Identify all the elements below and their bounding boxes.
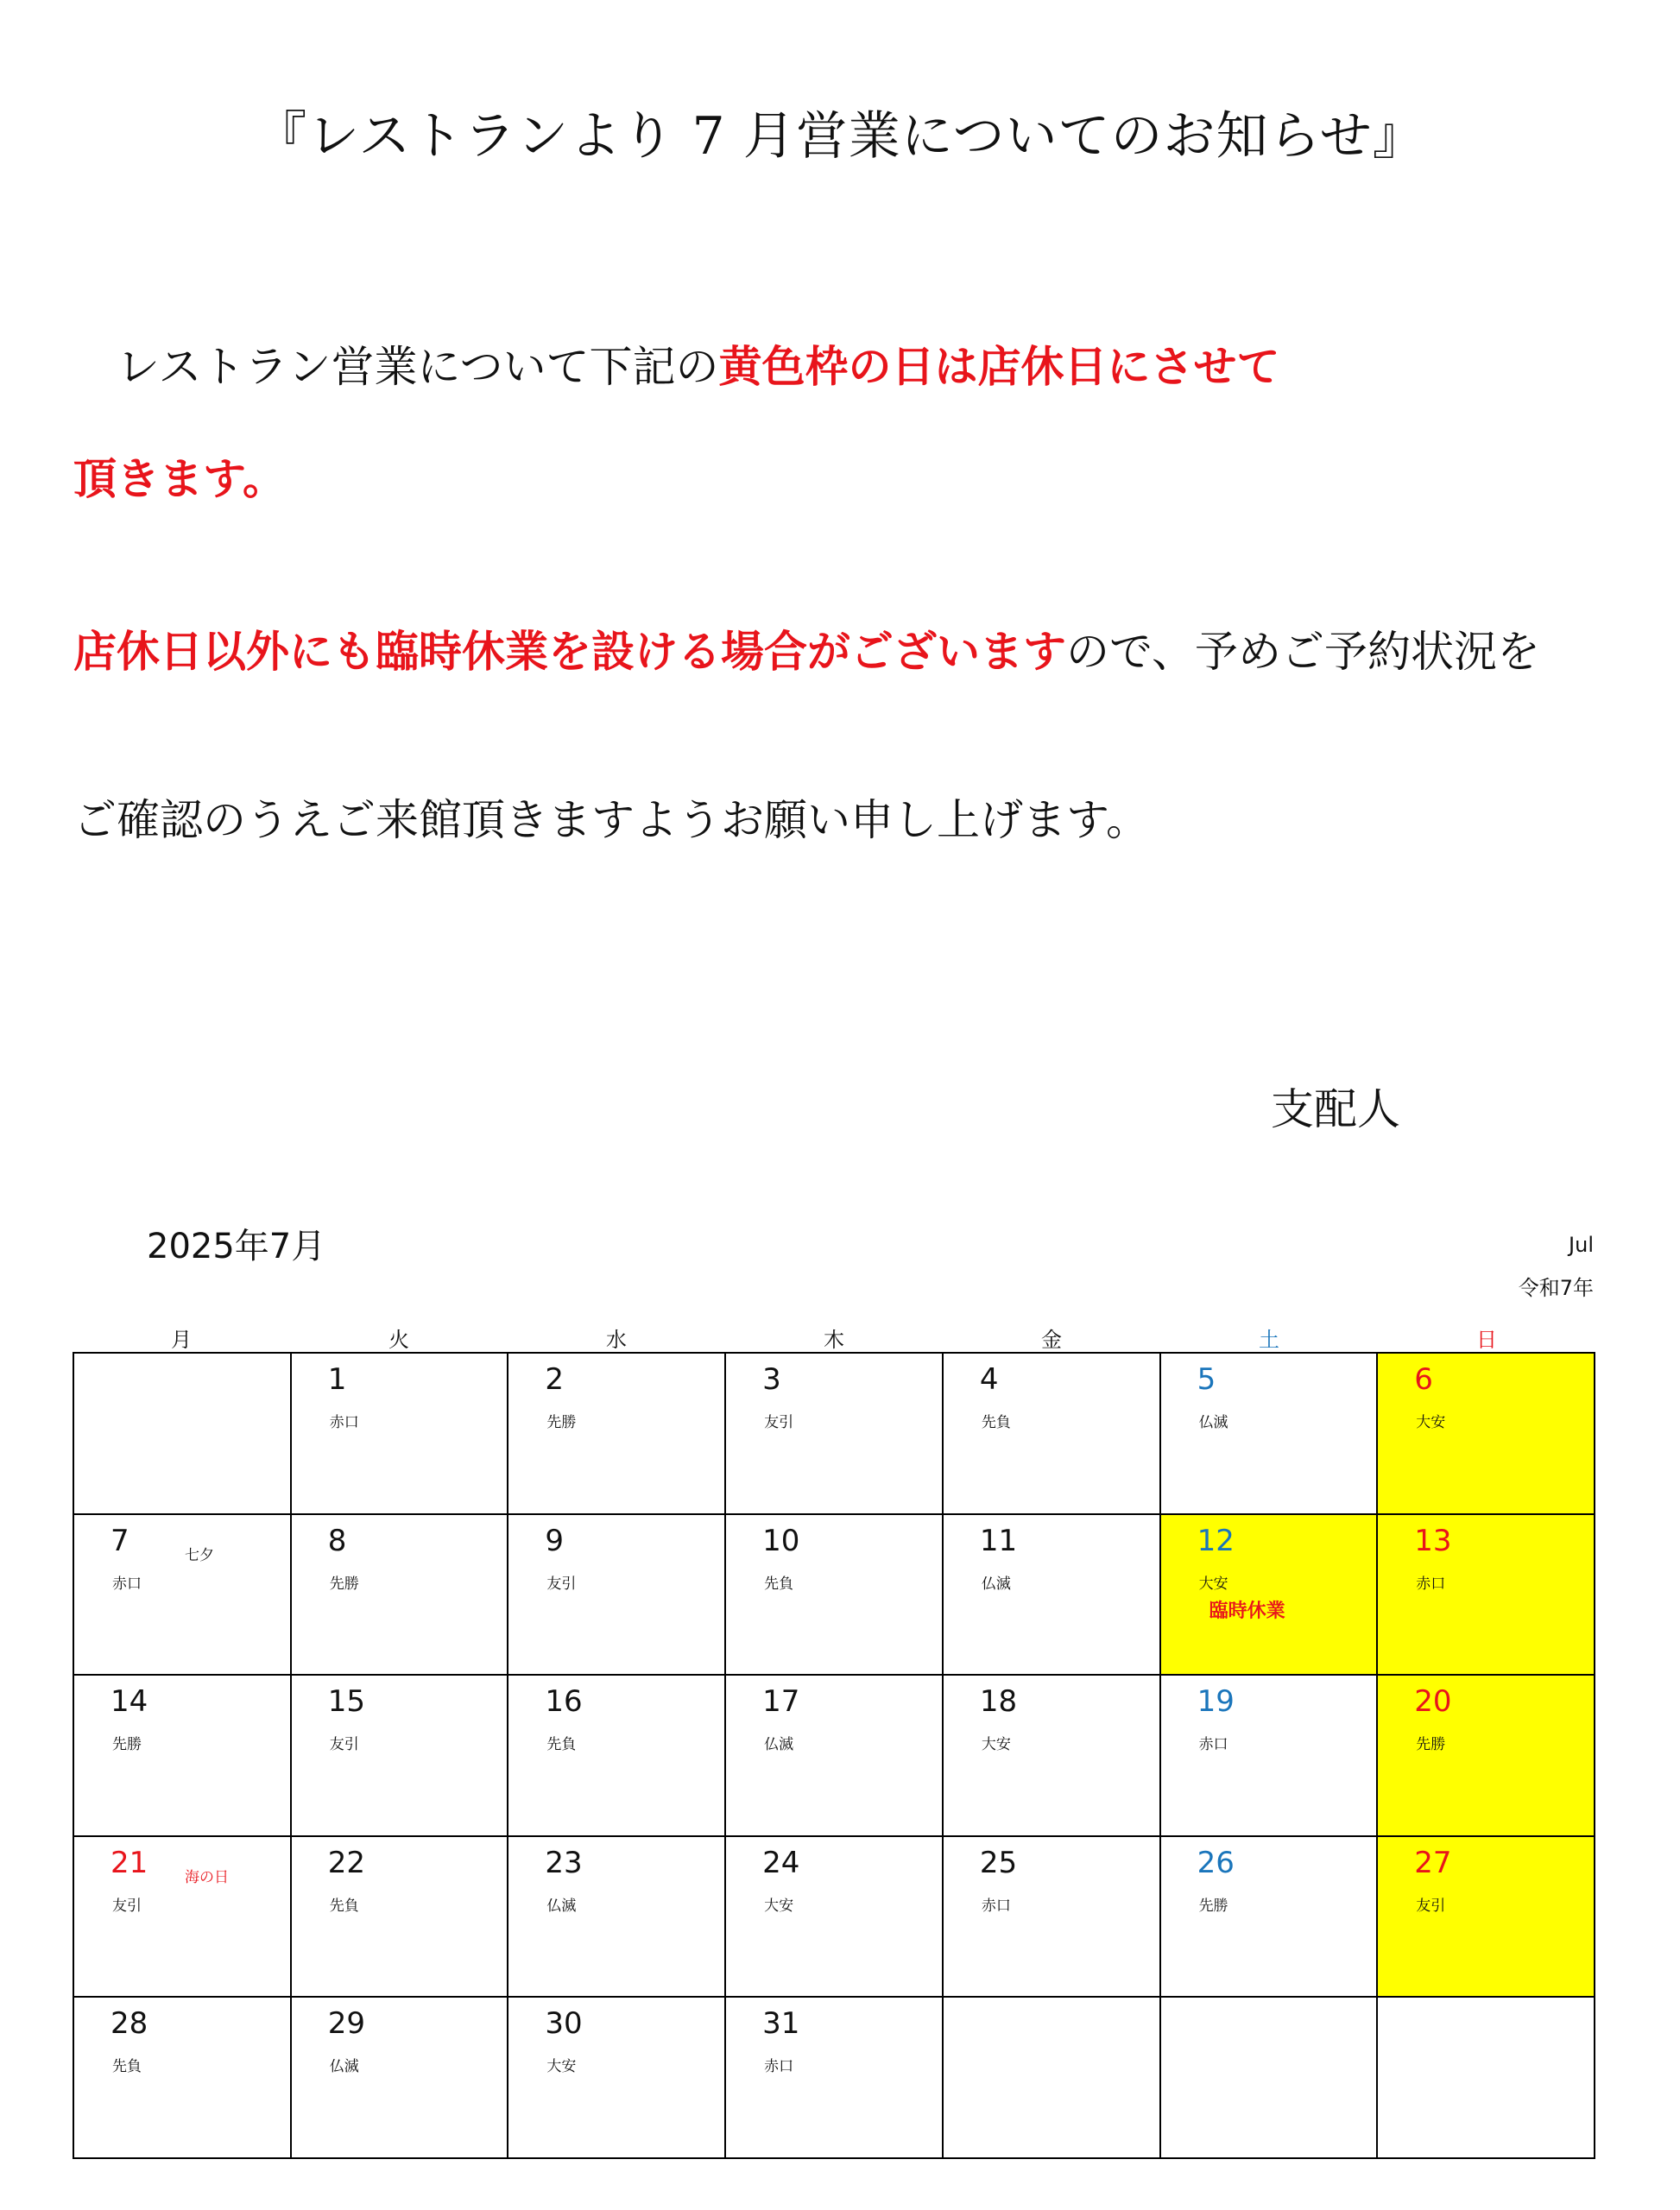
temporary-closure-note: 臨時休業 — [1209, 1600, 1285, 1622]
day-number: 28 — [111, 2006, 148, 2042]
notice-line-1 — [73, 332, 1280, 395]
calendar-day — [944, 1998, 1161, 2159]
rokuyo-label: 先勝 — [329, 1575, 359, 1593]
calendar-day — [726, 1676, 944, 1837]
weekday-label: 火 — [388, 1328, 409, 1352]
calendar-day — [74, 1837, 292, 1998]
rokuyo-label: 先負 — [981, 1414, 1011, 1431]
calendar-day — [726, 1354, 944, 1515]
day-number: 1 — [327, 1362, 347, 1397]
calendar-day — [292, 1515, 509, 1676]
calendar-day-closed — [1378, 1837, 1595, 1998]
calendar-day — [292, 1998, 509, 2159]
weekday-label: 月 — [171, 1328, 192, 1352]
rokuyo-label: 仏滅 — [764, 1736, 794, 1754]
day-number: 8 — [327, 1523, 347, 1558]
rokuyo-label: 仏滅 — [981, 1575, 1011, 1593]
rokuyo-label: 赤口 — [1416, 1575, 1446, 1593]
notice-text: ので、予めご予約状況を — [1066, 627, 1540, 677]
day-number: 17 — [762, 1684, 800, 1720]
day-number: 18 — [979, 1684, 1018, 1720]
rokuyo-label: 赤口 — [981, 1897, 1011, 1915]
notice-title: 『レストランより 7 月営業についてのお知らせ』 — [255, 106, 1425, 167]
rokuyo-label: 仏滅 — [1198, 1414, 1228, 1431]
day-number: 6 — [1414, 1362, 1433, 1397]
day-number: 19 — [1197, 1684, 1235, 1720]
calendar-day — [292, 1354, 509, 1515]
calendar-day — [292, 1676, 509, 1837]
notice-emphasis: 店休日以外にも臨時休業を設ける場合がございます — [73, 627, 1066, 677]
rokuyo-label: 赤口 — [112, 1575, 142, 1593]
weekday-label: 木 — [824, 1328, 844, 1352]
day-number: 9 — [545, 1523, 565, 1558]
calendar-day — [1378, 1998, 1595, 2159]
calendar-day — [1161, 1837, 1379, 1998]
day-number: 23 — [545, 1845, 583, 1880]
holiday-label: 海の日 — [185, 1868, 229, 1886]
calendar-day — [74, 1515, 292, 1676]
weekday-label: 金 — [1041, 1328, 1062, 1352]
calendar-day — [1161, 1998, 1379, 2159]
rokuyo-label: 赤口 — [329, 1414, 359, 1431]
day-number: 26 — [1197, 1845, 1235, 1880]
weekday-label: 土 — [1259, 1328, 1279, 1352]
day-number: 11 — [979, 1523, 1018, 1558]
holiday-label: 七夕 — [185, 1546, 214, 1564]
calendar-day-closed — [1378, 1676, 1595, 1837]
notice-line-4: ご確認のうえご来館頂きますようお願い申し上げます。 — [73, 795, 1149, 845]
rokuyo-label: 先勝 — [1198, 1897, 1228, 1915]
calendar-grid — [73, 1352, 1595, 2159]
day-number: 12 — [1197, 1523, 1235, 1558]
day-number: 22 — [327, 1845, 365, 1880]
calendar-day — [508, 1354, 726, 1515]
rokuyo-label: 先勝 — [112, 1736, 142, 1754]
day-number: 3 — [762, 1362, 781, 1397]
notice-text: レストラン営業について下記の — [73, 342, 719, 392]
calendar-day — [944, 1515, 1161, 1676]
rokuyo-label: 仏滅 — [329, 2058, 359, 2076]
calendar-day — [1161, 1354, 1379, 1515]
day-number: 21 — [111, 1845, 148, 1880]
day-number: 24 — [762, 1845, 800, 1880]
calendar-day — [726, 1837, 944, 1998]
day-number: 15 — [327, 1684, 365, 1720]
weekday-header — [73, 1323, 1595, 1353]
day-number: 20 — [1414, 1684, 1452, 1720]
day-number: 2 — [545, 1362, 565, 1397]
rokuyo-label: 友引 — [1416, 1897, 1446, 1915]
weekday-label: 水 — [606, 1328, 627, 1352]
calendar-day — [944, 1676, 1161, 1837]
day-number: 27 — [1414, 1845, 1452, 1880]
rokuyo-label: 大安 — [981, 1736, 1011, 1754]
rokuyo-label: 先勝 — [546, 1414, 577, 1431]
signature: 支配人 — [1271, 1084, 1400, 1134]
day-number: 13 — [1414, 1523, 1452, 1558]
rokuyo-label: 大安 — [1198, 1575, 1228, 1593]
calendar-month-en: Jul — [1569, 1233, 1594, 1257]
calendar-day — [508, 1515, 726, 1676]
calendar-day-closed — [1378, 1515, 1595, 1676]
notice-line-3 — [73, 617, 1540, 679]
day-number: 10 — [762, 1523, 800, 1558]
rokuyo-label: 友引 — [329, 1736, 359, 1754]
day-number: 14 — [111, 1684, 148, 1720]
weekday-label: 日 — [1476, 1328, 1497, 1352]
day-number: 31 — [762, 2006, 800, 2042]
rokuyo-label: 大安 — [764, 1897, 794, 1915]
calendar-day — [1161, 1676, 1379, 1837]
rokuyo-label: 友引 — [546, 1575, 577, 1593]
rokuyo-label: 大安 — [1416, 1414, 1446, 1431]
day-number: 30 — [545, 2006, 583, 2042]
rokuyo-label: 先負 — [546, 1736, 577, 1754]
calendar-era: 令和7年 — [1518, 1276, 1594, 1300]
day-number: 16 — [545, 1684, 583, 1720]
rokuyo-label: 先勝 — [1416, 1736, 1446, 1754]
rokuyo-label: 赤口 — [1198, 1736, 1228, 1754]
rokuyo-label: 先負 — [764, 1575, 794, 1593]
rokuyo-label: 先負 — [112, 2058, 142, 2076]
rokuyo-label: 大安 — [546, 2058, 577, 2076]
calendar-day — [508, 1998, 726, 2159]
calendar-title: 2025年7月 — [147, 1227, 326, 1266]
day-number: 29 — [327, 2006, 365, 2042]
calendar-day — [74, 1354, 292, 1515]
day-number: 7 — [111, 1523, 129, 1558]
day-number: 4 — [979, 1362, 999, 1397]
calendar-day — [508, 1676, 726, 1837]
calendar-day — [944, 1354, 1161, 1515]
calendar-day — [74, 1676, 292, 1837]
rokuyo-label: 仏滅 — [546, 1897, 577, 1915]
rokuyo-label: 友引 — [764, 1414, 794, 1431]
calendar-day-closed — [1378, 1354, 1595, 1515]
calendar-day — [726, 1998, 944, 2159]
notice-emphasis: 黄色枠の日は店休日にさせて — [718, 342, 1280, 392]
rokuyo-label: 赤口 — [764, 2058, 794, 2076]
calendar-day — [292, 1837, 509, 1998]
rokuyo-label: 友引 — [112, 1897, 142, 1915]
day-number: 25 — [979, 1845, 1018, 1880]
calendar-day — [508, 1837, 726, 1998]
calendar-day — [726, 1515, 944, 1676]
rokuyo-label: 先負 — [329, 1897, 359, 1915]
calendar-day — [944, 1837, 1161, 1998]
day-number: 5 — [1197, 1362, 1216, 1397]
calendar-day — [74, 1998, 292, 2159]
calendar-day-closed — [1161, 1515, 1379, 1676]
notice-line-2: 頂きます。 — [73, 454, 286, 504]
